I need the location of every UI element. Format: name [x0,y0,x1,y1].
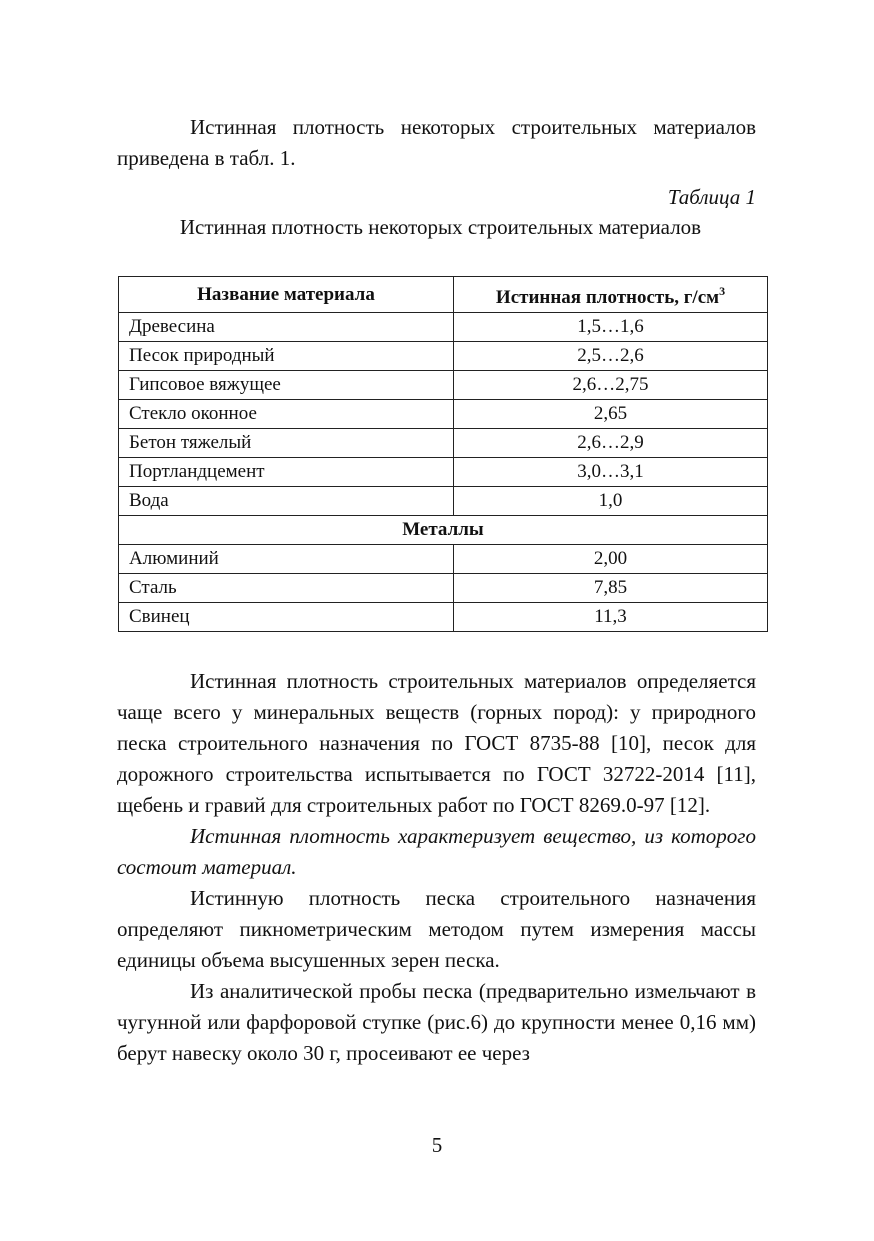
material-density: 1,5…1,6 [454,313,768,342]
density-table [118,276,768,632]
material-density: 2,65 [454,400,768,429]
paragraph-method: Истинную плотность песка строительного назначения определяют пикнометрическим методом путем измерения массы единицы объема высушенных зерен песка. [117,886,756,972]
material-density: 2,6…2,9 [454,429,768,458]
material-density: 1,0 [454,487,768,516]
material-name: Вода [119,487,454,516]
table-header-row [119,277,768,313]
material-name: Сталь [119,574,454,603]
page-number: 5 [431,1133,443,1157]
material-name: Свинец [119,603,454,632]
table-row [119,487,768,516]
table-title: Истинная плотность некоторых строительных материалов [179,215,702,239]
paragraph-definition: Истинная плотность характеризует вещество, из которого состоит материал. [117,824,756,879]
table-row [119,603,768,632]
material-density: 3,0…3,1 [454,458,768,487]
table-row [119,429,768,458]
body-text [117,666,756,1069]
table-number: Таблица 1 [667,185,756,209]
material-name: Древесина [119,313,454,342]
group-label-metals: Металлы [119,516,768,545]
material-name: Стекло оконное [119,400,454,429]
header-density: Истинная плотность, $г/см^3$ [454,277,768,313]
material-name: Портландцемент [119,458,454,487]
paragraph-sample: Из аналитической пробы песка (предварительно измельчают в чугунной или фарфоровой ступке (рис.6) до крупности менее 0,16 мм) берут навеску около 30 г, просеивают ее через [117,979,756,1065]
table-row [119,545,768,574]
table-row [119,371,768,400]
material-density: 11,3 [454,603,768,632]
paragraph-gost: Истинная плотность строительных материалов определяется чаще всего у минеральных веществ (горных пород): у природного песка строительного назначения по ГОСТ 8735-88 [10], песок для дорожного строительства испытывается по ГОСТ 32722-2014 [11], щебень и гравий для строительных работ по ГОСТ 8269.0-97 [12]. [117,669,756,817]
table-row [119,313,768,342]
table-row [119,400,768,429]
material-name: Бетон тяжелый [119,429,454,458]
material-density: 2,00 [454,545,768,574]
material-name: Алюминий [119,545,454,574]
material-density: 2,5…2,6 [454,342,768,371]
material-name: Гипсовое вяжущее [119,371,454,400]
table-row [119,574,768,603]
material-density: 7,85 [454,574,768,603]
table-group-row [119,516,768,545]
material-name: Песок природный [119,342,454,371]
header-material: Название материала [119,277,454,313]
table-row [119,458,768,487]
material-density: 2,6…2,75 [454,371,768,400]
header-density-sup: 3 [719,284,726,298]
table-row [119,342,768,371]
intro-block [117,112,756,242]
intro-paragraph: Истинная плотность некоторых строительных материалов приведена в табл. 1. [117,115,756,170]
